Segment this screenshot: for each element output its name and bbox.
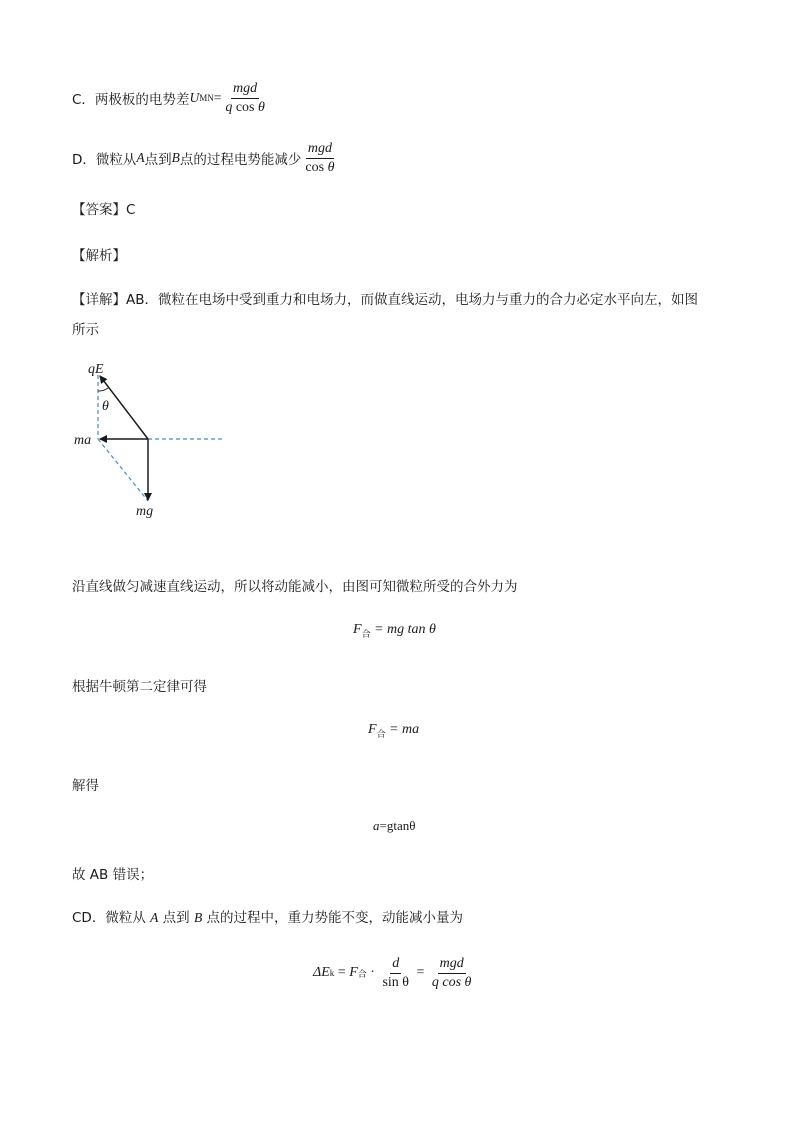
label-theta: θ: [102, 399, 109, 414]
eq3-a: a: [373, 818, 380, 833]
eq1-F: F: [353, 622, 362, 637]
option-d-label: D．微粒从: [72, 152, 137, 168]
label-mg: mg: [136, 504, 154, 519]
paragraph-3: 解得: [72, 778, 99, 794]
option-c-numerator: mgd: [231, 81, 259, 99]
label-qE: qE: [88, 362, 104, 377]
eq4-delta: ΔE: [313, 965, 330, 980]
eq4-dot: ·: [366, 965, 379, 980]
eq4-num2: mgd: [438, 956, 466, 974]
eq4-F: F: [349, 965, 358, 980]
eq2-F: F: [368, 722, 377, 737]
diagonal-dashed-line: [98, 439, 148, 501]
option-d-numerator: mgd: [306, 141, 334, 159]
eq4-num1: d: [390, 956, 401, 974]
eq4-fraction-2: [430, 956, 474, 991]
paragraph-5: [72, 906, 463, 926]
detail-line-2: 所示: [72, 322, 99, 338]
option-c-den-q: q: [225, 99, 233, 115]
eq4-den1: sin θ: [382, 974, 409, 990]
option-c-den-theta: θ: [258, 99, 265, 115]
para5-a: CD．微粒从: [72, 910, 151, 926]
equation-3: [373, 818, 415, 834]
option-c: [72, 78, 269, 118]
para5-b: 点到: [158, 910, 194, 926]
eq1-rhs: = mg tan θ: [370, 622, 436, 637]
label-ma: ma: [74, 433, 92, 448]
eq4-den2: q cos θ: [431, 974, 472, 990]
eq4-fraction-1: [380, 956, 411, 991]
option-c-var: U: [189, 90, 200, 105]
option-d-fraction: [303, 141, 336, 176]
option-c-label: C．两极板的电势差: [72, 92, 190, 108]
paragraph-4: 故 AB 错误；: [72, 867, 154, 883]
para5-point-b: B: [193, 910, 203, 925]
eq4-sub: 合: [357, 969, 367, 980]
option-c-fraction: [223, 81, 267, 116]
eq4-eq2: =: [412, 965, 428, 980]
para5-c: 点的过程中，重力势能不变，动能减小量为: [202, 910, 464, 926]
option-d-point-b: B: [171, 150, 180, 165]
eq2-rhs: = ma: [385, 722, 420, 737]
option-d-den-theta: θ: [327, 159, 335, 175]
eq4-eq: =: [334, 965, 350, 980]
analysis-heading: 【解析】: [72, 248, 126, 264]
equation-1: [353, 622, 436, 640]
detail-line-1: 【详解】AB．微粒在电场中受到重力和电场力，而做直线运动，电场力与重力的合力必定水平向左，如图: [72, 292, 698, 308]
eq1-sub: 合: [361, 630, 371, 640]
eq3-rhs: =gtanθ: [379, 818, 416, 833]
para5-point-a: A: [150, 910, 159, 925]
option-c-eq: =: [213, 90, 222, 105]
paragraph-2: 根据牛顿第二定律可得: [72, 679, 207, 695]
equation-2: [368, 722, 419, 740]
option-d-mid: 点到: [144, 152, 172, 168]
option-d: [72, 138, 338, 178]
option-d-point-a: A: [136, 150, 145, 165]
option-c-sub: MN: [199, 93, 214, 103]
paragraph-1: 沿直线做匀减速直线运动，所以将动能减小，由图可知微粒所受的合外力为: [72, 579, 518, 595]
theta-arc: [98, 388, 108, 391]
eq2-sub: 合: [376, 730, 386, 740]
force-diagram: [60, 355, 240, 525]
option-d-den-fn: cos: [305, 159, 328, 175]
equation-4: [313, 952, 475, 994]
answer: 【答案】C: [72, 202, 136, 218]
eq4-sub-k: k: [329, 968, 335, 978]
option-d-tail: 点的过程电势能减少: [179, 152, 302, 168]
option-c-den-fn: cos: [232, 99, 258, 115]
